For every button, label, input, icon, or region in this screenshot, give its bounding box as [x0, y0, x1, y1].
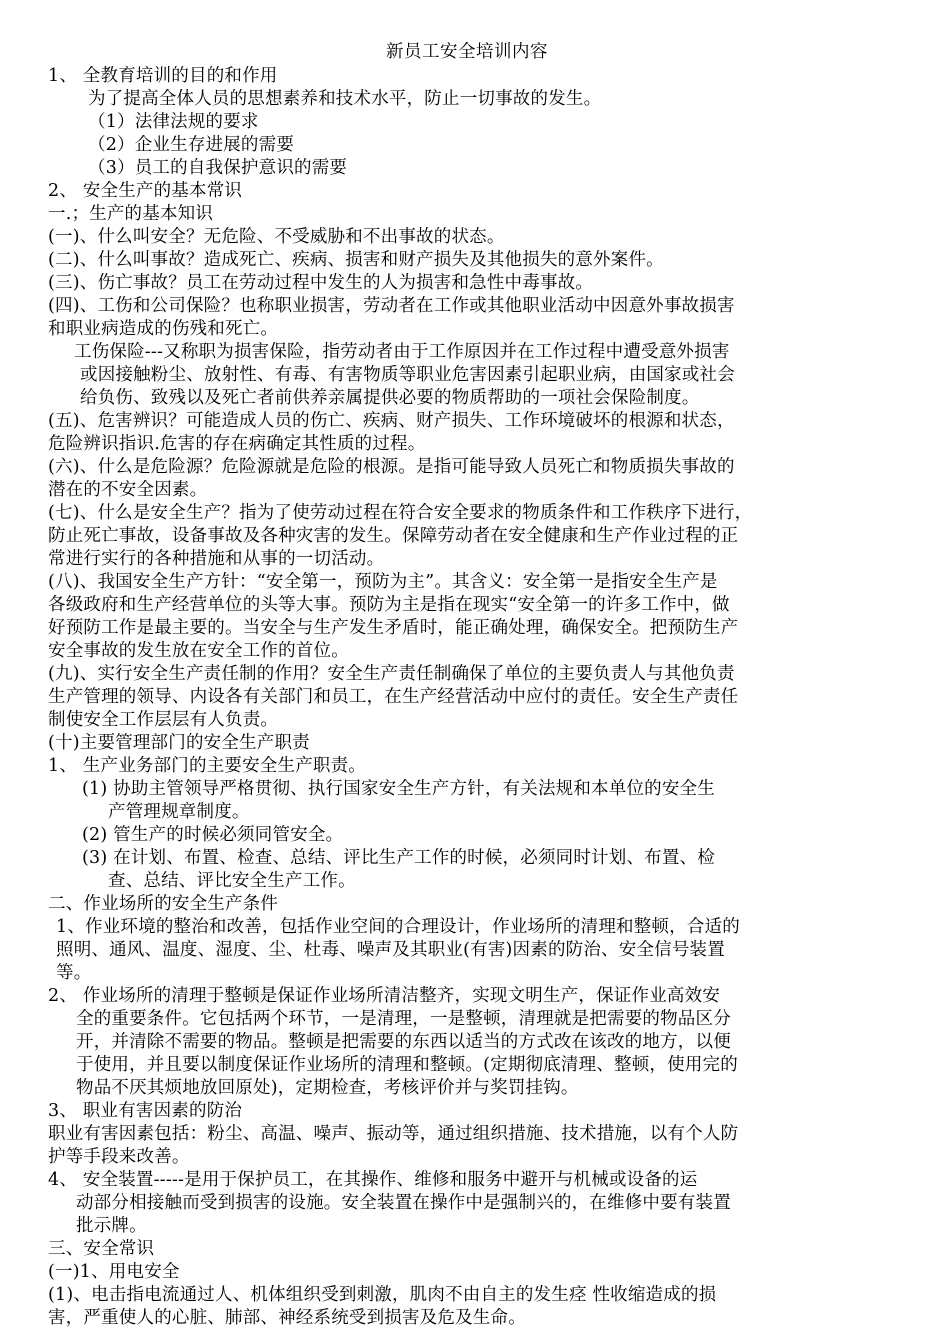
text-line: (1) 协助主管领导严格贯彻、执行国家安全生产方针，有关法规和本单位的安全生: [82, 779, 715, 799]
text-line: 照明、通风、温度、湿度、尘、杜毒、噪声及其职业(有害)因素的防治、安全信号装置: [56, 940, 725, 960]
text-line: (四)、工伤和公司保险？也称职业损害，劳动者在工作或其他职业活动中因意外事故损害: [48, 296, 735, 316]
text-line: 或因接触粉尘、放射性、有毒、有害物质等职业危害因素引起职业病，由国家或社会: [80, 365, 735, 385]
text-line: (七)、什么是安全生产？指为了使劳动过程在符合安全要求的物质条件和工作秩序下进行，: [48, 503, 753, 523]
text-line: 常进行实行的各种措施和从事的一切活动。: [48, 549, 385, 569]
text-line: 危险辨识指识.危害的存在病确定其性质的过程。: [48, 434, 426, 454]
text-line: 3、 职业有害因素的防治: [48, 1101, 243, 1121]
text-line: 工伤保险---又称职为损害保险，指劳动者由于工作原因并在工作过程中遭受意外损害: [74, 342, 730, 362]
text-line: (一)、什么叫安全？无危险、不受威胁和不出事故的状态。: [48, 227, 505, 247]
text-line: (六)、什么是危险源？危险源就是危险的根源。是指可能导致人员死亡和物质损失事故的: [48, 457, 735, 477]
text-line: (1)、电击指电流通过人、机体组织受到刺激，肌肉不由自主的发生痉 性收缩造成的损: [48, 1285, 717, 1305]
text-line: 动部分相接触而受到损害的设施。安全装置在操作中是强制兴的，在维修中要有装置: [76, 1193, 731, 1213]
text-line: 潜在的不安全因素。: [48, 480, 208, 500]
text-line: 害，严重使人的心脏、肺部、神经系统受到损害及危及生命。: [48, 1308, 526, 1328]
document-title: 新员工安全培训内容: [386, 42, 548, 62]
text-line: 三、安全常识: [48, 1239, 155, 1259]
text-line: （1）法律法规的要求: [88, 112, 259, 132]
text-line: 二、作业场所的安全生产条件: [48, 894, 279, 914]
text-line: 于使用，并且要以制度保证作业场所的清理和整顿。(定期彻底清理、整顿，使用完的: [76, 1055, 738, 1075]
text-line: 1、 生产业务部门的主要安全生产职责。: [48, 756, 366, 776]
text-line: 和职业病造成的伤残和死亡。: [48, 319, 279, 339]
text-line: 一.；生产的基本知识: [48, 204, 214, 224]
text-line: (五)、危害辨识？可能造成人员的伤亡、疾病、财产损失、工作环境破坏的根源和状态，: [48, 411, 735, 431]
text-line: (八)、我国安全生产方针：“安全第一，预防为主”。其含义：安全第一是指安全生产是: [48, 572, 718, 592]
text-line: 安全事故的发生放在安全工作的首位。: [48, 641, 349, 661]
text-line: 全的重要条件。它包括两个环节，一是清理，一是整顿，清理就是把需要的物品区分: [76, 1009, 731, 1029]
text-line: (二)、什么叫事故？造成死亡、疾病、损害和财产损失及其他损失的意外案件。: [48, 250, 664, 270]
text-line: 批示牌。: [76, 1216, 147, 1236]
text-line: 职业有害因素包括：粉尘、高温、噪声、振动等，通过组织措施、技术措施，以有个人防: [48, 1124, 739, 1144]
text-line: 1、 全教育培训的目的和作用: [48, 66, 278, 86]
text-line: 产管理规章制度。: [108, 802, 250, 822]
text-line: (九)、实行安全生产责任制的作用？安全生产责任制确保了单位的主要负责人与其他负责: [48, 664, 735, 684]
text-line: （3）员工的自我保护意识的需要: [88, 158, 348, 178]
text-line: 好预防工作是最主要的。当安全与生产发生矛盾时，能正确处理，确保安全。把预防生产: [48, 618, 739, 638]
text-line: 生产管理的领导、内设各有关部门和员工，在生产经营活动中应付的责任。安全生产责任: [48, 687, 739, 707]
text-line: (2) 管生产的时候必须同管安全。: [82, 825, 344, 845]
text-line: (三)、伤亡事故？员工在劳动过程中发生的人为损害和急性中毒事故。: [48, 273, 594, 293]
text-line: （2）企业生存进展的需要: [88, 135, 295, 155]
text-line: (3) 在计划、布置、检查、总结、评比生产工作的时候，必须同时计划、布置、检: [82, 848, 715, 868]
text-line: 2、 安全生产的基本常识: [48, 181, 243, 201]
text-line: 各级政府和生产经营单位的头等大事。预防为主是指在现实“安全第一的许多工作中，做: [48, 595, 730, 615]
text-line: (一)1、用电安全: [48, 1262, 180, 1282]
text-line: 给负伤、致残以及死亡者前供养亲属提供必要的物质帮助的一项社会保险制度。: [80, 388, 700, 408]
text-line: 查、总结、评比安全生产工作。: [108, 871, 356, 891]
text-line: 制使安全工作层层有人负责。: [48, 710, 279, 730]
text-line: 4、 安全装置-----是用于保护员工，在其操作、维修和服务中避开与机械或设备的运: [48, 1170, 698, 1190]
text-line: (十)主要管理部门的安全生产职责: [48, 733, 310, 753]
text-line: 开，并清除不需要的物品。整顿是把需要的东西以适当的方式改在该改的地方，以便: [76, 1032, 731, 1052]
text-line: 等。: [56, 963, 92, 983]
text-line: 防止死亡事故，设备事故及各种灾害的发生。保障劳动者在安全健康和生产作业过程的正: [48, 526, 739, 546]
text-line: 物品不厌其烦地放回原处)，定期检查，考核评价并与奖罚挂钩。: [76, 1078, 579, 1098]
text-line: 2、 作业场所的清理于整顿是保证作业场所清洁整齐，实现文明生产，保证作业高效安: [48, 986, 720, 1006]
text-line: 护等手段来改善。: [48, 1147, 190, 1167]
text-line: 为了提高全体人员的思想素养和技术水平，防止一切事故的发生。: [88, 89, 602, 109]
text-line: 1、作业环境的整治和改善，包括作业空间的合理设计，作业场所的清理和整顿，合适的: [56, 917, 740, 937]
